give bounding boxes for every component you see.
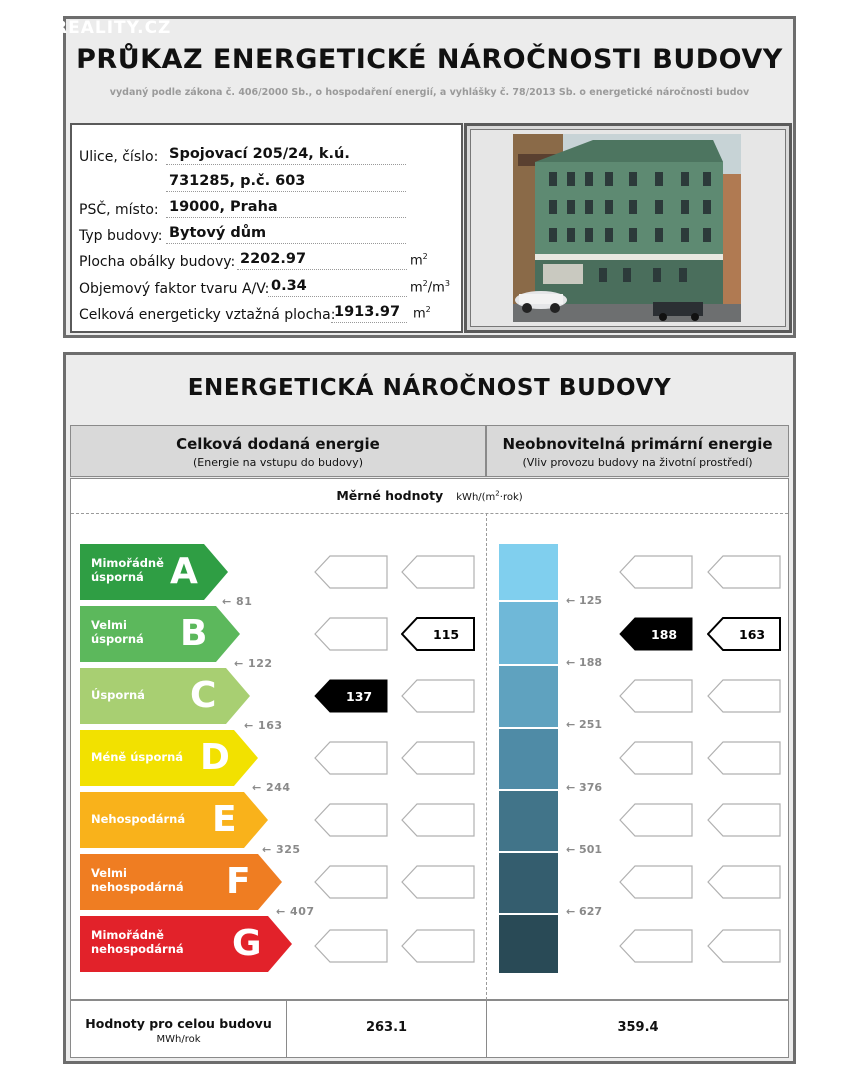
rating-marker-value: 137 bbox=[346, 689, 373, 704]
dotted-line bbox=[166, 164, 406, 165]
energy-class-g bbox=[80, 916, 292, 974]
primary-bar-segment bbox=[499, 666, 558, 727]
marker-slot-empty bbox=[619, 555, 694, 589]
primary-tick-label: ← 627 bbox=[566, 905, 603, 918]
class-name bbox=[91, 928, 184, 956]
marker-slot-empty bbox=[619, 929, 694, 963]
right-column-header bbox=[486, 425, 789, 477]
class-name bbox=[91, 812, 185, 826]
rating-marker bbox=[619, 617, 694, 651]
class-name-line2: úsporná bbox=[91, 632, 144, 646]
class-name-line1: Nehospodárná bbox=[91, 812, 186, 826]
marker-slot-empty bbox=[401, 929, 476, 963]
primary-bar-segment bbox=[499, 853, 558, 913]
class-name-line1: Úsporná bbox=[91, 688, 145, 702]
envelope-value: 2202.97 bbox=[240, 251, 307, 267]
class-threshold: ← 122 bbox=[234, 657, 273, 670]
street-value-line1: Spojovací 205/24, k.ú. bbox=[169, 146, 350, 162]
marker-slot-empty bbox=[314, 741, 389, 775]
class-name-line2: nehospodárná bbox=[91, 942, 184, 956]
marker-slot-empty bbox=[314, 803, 389, 837]
class-letter: D bbox=[200, 737, 230, 778]
marker-slot-empty bbox=[619, 803, 694, 837]
energy-class-f bbox=[80, 854, 282, 912]
zip-value: 19000, Praha bbox=[169, 199, 278, 215]
units-value: kWh/$(m^2\cdot rok)$ bbox=[456, 489, 523, 503]
factor-label: Objemový faktor tvaru A/V: bbox=[79, 281, 270, 297]
primary-bar-segment bbox=[499, 602, 558, 664]
area-value: 1913.97 bbox=[334, 304, 401, 320]
class-letter: B bbox=[180, 613, 208, 654]
primary-tick-label: ← 125 bbox=[566, 594, 603, 607]
class-name bbox=[91, 750, 183, 764]
rating-marker-value: 188 bbox=[651, 627, 678, 642]
street-value-line2: 731285, p.č. 603 bbox=[169, 173, 306, 189]
primary-tick-label: ← 501 bbox=[566, 843, 603, 856]
rating-marker bbox=[401, 617, 476, 651]
marker-slot-empty bbox=[619, 865, 694, 899]
certificate-title: PRŮKAZ ENERGETICKÉ NÁROČNOSTI BUDOVY bbox=[76, 44, 783, 75]
class-name-line2: nehospodárná bbox=[91, 880, 184, 894]
rating-marker bbox=[314, 679, 389, 713]
right-header-subtitle: (Vliv provozu budovy na životní prostředí) bbox=[522, 456, 753, 469]
class-letter: F bbox=[226, 861, 251, 902]
primary-bar-segment bbox=[499, 544, 558, 600]
energy-class-c bbox=[80, 668, 250, 726]
marker-slot-empty bbox=[401, 741, 476, 775]
marker-slot-empty bbox=[707, 679, 782, 713]
class-name-line1: Velmi bbox=[91, 866, 127, 880]
dotted-line bbox=[166, 243, 406, 244]
class-name-line1: Mimořádně bbox=[91, 556, 164, 570]
marker-slot-empty bbox=[401, 803, 476, 837]
marker-slot-empty bbox=[401, 679, 476, 713]
primary-tick-label: ← 188 bbox=[566, 656, 603, 669]
marker-slot-empty bbox=[401, 555, 476, 589]
class-name-line1: Méně úsporná bbox=[91, 750, 184, 764]
area-label: Celková energeticky vztažná plocha: bbox=[79, 307, 336, 323]
marker-slot-empty bbox=[707, 803, 782, 837]
class-name-line1: Mimořádně bbox=[91, 928, 164, 942]
building-photo bbox=[513, 134, 741, 322]
marker-slot-empty bbox=[619, 741, 694, 775]
marker-slot-empty bbox=[707, 865, 782, 899]
class-letter: E bbox=[212, 799, 237, 840]
marker-slot-empty bbox=[314, 929, 389, 963]
left-header-title: Celková dodaná energie bbox=[176, 435, 380, 453]
factor-unit: $m^2/m^3$ bbox=[410, 279, 450, 296]
area-unit: $m^2$ bbox=[413, 305, 431, 322]
dotted-line bbox=[237, 269, 407, 270]
primary-tick-label: ← 376 bbox=[566, 781, 603, 794]
primary-bar-segment bbox=[499, 791, 558, 851]
class-threshold: ← 244 bbox=[252, 781, 291, 794]
energy-class-a bbox=[80, 544, 228, 602]
marker-slot-empty bbox=[707, 741, 782, 775]
type-value: Bytový dům bbox=[169, 225, 267, 241]
dotted-line bbox=[331, 322, 407, 323]
watermark: REALITY.CZ bbox=[54, 18, 172, 38]
rating-title: ENERGETICKÁ NÁROČNOST BUDOVY bbox=[187, 375, 672, 401]
footer-right-value: 359.4 bbox=[617, 1020, 659, 1035]
left-column-header bbox=[70, 425, 486, 477]
energy-class-b bbox=[80, 606, 240, 664]
primary-bar-segment bbox=[499, 915, 558, 973]
footer-label-cell bbox=[71, 1001, 287, 1057]
rating-marker bbox=[707, 617, 782, 651]
energy-class-e bbox=[80, 792, 268, 850]
class-threshold: ← 163 bbox=[244, 719, 283, 732]
zip-label: PSČ, místo: bbox=[79, 202, 159, 218]
footer-left-value: 263.1 bbox=[365, 1020, 408, 1035]
left-header-subtitle: (Energie na vstupu do budovy) bbox=[193, 456, 363, 469]
rating-marker-value: 115 bbox=[433, 627, 460, 642]
class-name-line2: úsporná bbox=[91, 570, 144, 584]
class-threshold: ← 81 bbox=[222, 595, 253, 608]
marker-slot-empty bbox=[401, 865, 476, 899]
primary-tick-label: ← 251 bbox=[566, 718, 603, 731]
class-name bbox=[91, 688, 145, 702]
certificate-subtitle: vydaný podle zákona č. 406/2000 Sb., o hospodaření energií, a vyhlášky č. 78/2013 Sb. o energetické náročnosti budov bbox=[109, 87, 750, 98]
dashed-divider bbox=[71, 513, 788, 514]
footer-label: Hodnoty pro celou budovu bbox=[85, 1016, 272, 1031]
rating-marker-value: 163 bbox=[739, 627, 766, 642]
dotted-line bbox=[268, 296, 407, 297]
envelope-label: Plocha obálky budovy: bbox=[79, 254, 236, 270]
energy-class-d bbox=[80, 730, 258, 788]
units-label: Měrné hodnoty bbox=[336, 488, 444, 503]
class-name bbox=[91, 556, 164, 584]
class-threshold: ← 325 bbox=[262, 843, 301, 856]
marker-slot-empty bbox=[314, 865, 389, 899]
street-label: Ulice, číslo: bbox=[79, 149, 159, 165]
marker-slot-empty bbox=[707, 929, 782, 963]
dotted-line bbox=[166, 191, 406, 192]
class-letter: C bbox=[190, 675, 217, 716]
marker-slot-empty bbox=[707, 555, 782, 589]
class-name-line1: Velmi bbox=[91, 618, 127, 632]
envelope-unit: $m^2$ bbox=[410, 252, 428, 269]
class-letter: G bbox=[232, 923, 262, 964]
type-label: Typ budovy: bbox=[79, 228, 163, 244]
units-row bbox=[70, 488, 789, 503]
footer-unit: MWh/rok bbox=[156, 1034, 201, 1045]
class-letter: A bbox=[170, 551, 198, 592]
class-threshold: ← 407 bbox=[276, 905, 315, 918]
marker-slot-empty bbox=[314, 617, 389, 651]
marker-slot-empty bbox=[314, 555, 389, 589]
right-header-title: Neobnovitelná primární energie bbox=[502, 435, 773, 453]
primary-bar-segment bbox=[499, 729, 558, 789]
class-name bbox=[91, 866, 184, 894]
class-name bbox=[91, 618, 144, 646]
marker-slot-empty bbox=[619, 679, 694, 713]
dotted-line bbox=[166, 217, 406, 218]
factor-value: 0.34 bbox=[271, 278, 307, 294]
dashed-column-divider bbox=[486, 513, 487, 1000]
